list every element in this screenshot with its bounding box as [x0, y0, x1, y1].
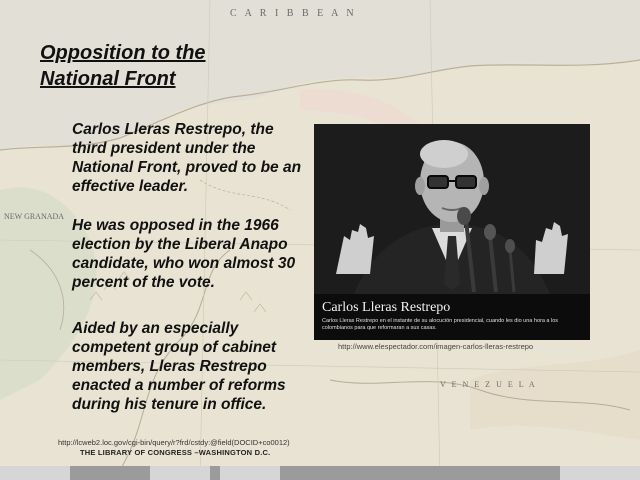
bullet-text: Aided by an especially competent group of cabinet members, Lleras Restrepo enacted a number of reforms during his tenure in office.: [72, 320, 286, 413]
bottom-bar: [0, 466, 640, 480]
slide-title: Opposition to the National Front: [40, 42, 206, 90]
map-label-new-granada: NEW GRANADA: [4, 212, 65, 221]
bottom-bar-segment: [560, 466, 640, 480]
photo-caption-name: Carlos Lleras Restrepo: [322, 300, 451, 315]
bottom-bar-segment: [150, 466, 210, 480]
library-of-congress-credit: THE LIBRARY OF CONGRESS –WASHINGTON D.C.: [80, 448, 271, 457]
photo-source-link[interactable]: http://www.elespectador.com/imagen-carlos-lleras-restrepo: [338, 342, 534, 351]
slide-body: [72, 120, 302, 434]
library-of-congress-link[interactable]: http://lcweb2.loc.gov/cgi-bin/query/r?frd/cstdy:@field(DOCID+co0012): [58, 438, 290, 447]
map-label-venezuela: V E N E Z U E L A: [440, 380, 537, 389]
bottom-bar-segment: [220, 466, 280, 480]
photo-caption-text: Carlos Lleras Restrepo en el instante de su alocución presidencial, cuando les dio una hora a los colombianos para que reformaran a sus casas.: [322, 318, 559, 331]
bullet-text: He was opposed in the 1966 election by the Liberal Anapo candidate, who won almost 30 percent of the vote.: [72, 217, 296, 291]
map-label-caribbean: C A R I B B E A N: [230, 8, 357, 19]
bullet-text: Carlos Lleras Restrepo, the third president under the National Front, proved to be an effective leader.: [72, 121, 302, 195]
bottom-bar-segment: [0, 466, 70, 480]
